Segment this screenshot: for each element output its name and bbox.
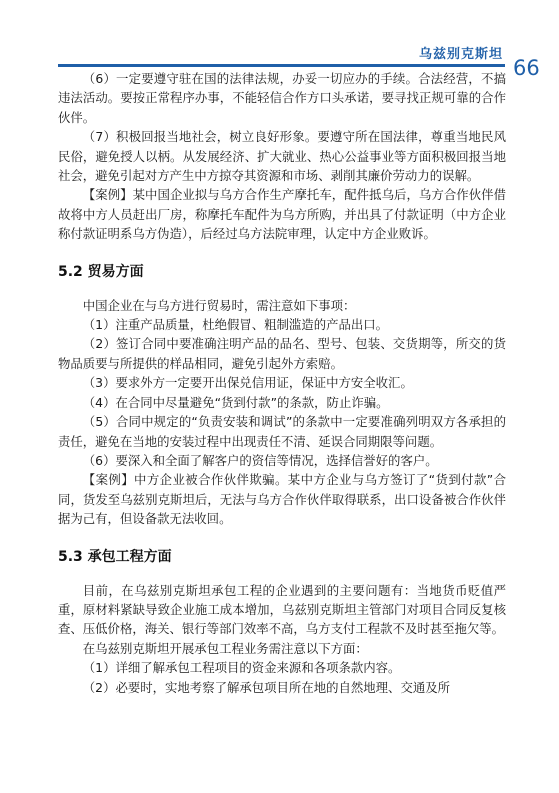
case-paragraph: 【案例】中方企业被合作伙伴欺骗。某中方企业与乌方签订了“货到付款”合同，货发至乌兹别克斯坦后，无法与乌方合作伙伴取得联系，出口设备被合作伙伴据为己有，但设备款无法收回。	[58, 472, 506, 527]
paragraph: （1）详细了解承包工程项目的资金来源和各项条款内容。	[82, 660, 401, 676]
section-heading-5-2: 5.2 贸易方面	[58, 263, 144, 280]
page-number: 66	[513, 56, 540, 80]
paragraph: （6）一定要遵守驻在国的法律法规，办妥一切应办的手续。合法经营，不搞违法活动。要按正常程序办事，不能轻信合作方口头承诺，要寻找正规可靠的合作伙伴。	[58, 71, 506, 125]
paragraph: （4）在合同中尽量避免“货到付款”的条款，防止诈骗。	[82, 394, 389, 410]
paragraph: （7）积极回报当地社会，树立良好形象。要遵守所在国法律，尊重当地民风民俗，避免授人以柄。从发展经济、扩大就业、热心公益事业等方面积极回报当地社会，避免引起对方产生中方掠夺其资源和市场、剥削其廉价劳动力的误解。	[58, 129, 506, 184]
paragraph: （6）要深入和全面了解客户的资信等情况，选择信誉好的客户。	[82, 452, 438, 468]
paragraph: 中国企业在与乌方进行贸易时，需注意如下事项：	[82, 297, 356, 313]
paragraph: 在乌兹别克斯坦开展承包工程业务需注意以下方面：	[82, 640, 368, 656]
paragraph: 目前，在乌兹别克斯坦承包工程的企业遇到的主要问题有：当地货币贬值严重，原材料紧缺导致企业施工成本增加，乌兹别克斯坦主管部门对项目合同反复核查、压低价格，海关、银行等部门效率不高，乌方支付工程款不及时甚至拖欠等。	[58, 582, 506, 637]
paragraph: （2）签订合同中要准确注明产品的品名、型号、包装、交货期等，所交的货物品质要与所提供的样品相同，避免引起外方索赔。	[58, 336, 506, 371]
case-paragraph: 【案例】某中国企业拟与乌方合作生产摩托车，配件抵乌后，乌方合作伙伴借故将中方人员赶出厂房，称摩托车配件为乌方所购，并出具了付款证明（中方企业称付款证明系乌方伪造），后经过乌方法院审理，认定中方企业败诉。	[58, 187, 506, 242]
section-heading-5-3: 5.3 承包工程方面	[58, 548, 172, 565]
paragraph: （1）注重产品质量，杜绝假冒、粗制滥造的产品出口。	[82, 317, 389, 333]
header-rule	[58, 64, 505, 67]
paragraph: （2）必要时，实地考察了解承包项目所在地的自然地理、交通及所	[82, 679, 451, 695]
paragraph: （5）合同中规定的“负责安装和调试”的条款中一定要准确列明双方各承担的责任，避免在当地的安装过程中出现责任不清、延误合同期限等问题。	[58, 414, 506, 449]
running-header-title: 乌兹别克斯坦	[418, 47, 503, 62]
paragraph: （3）要求外方一定要开出保兑信用证，保证中方安全收汇。	[82, 375, 413, 391]
page-body	[58, 69, 506, 697]
